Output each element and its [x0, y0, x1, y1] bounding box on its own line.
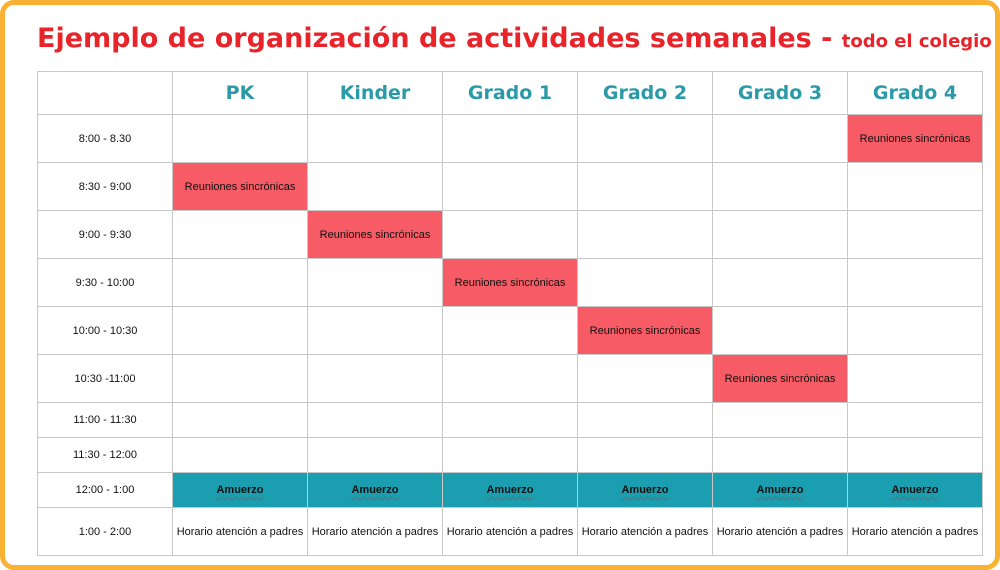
schedule-cell [578, 163, 713, 211]
parents-cell: Horario atención a padres [713, 508, 848, 556]
schedule-cell [443, 163, 578, 211]
lunch-cell [578, 473, 713, 508]
time-cell: 1:00 - 2:00 [38, 508, 173, 556]
schedule-cell [173, 307, 308, 355]
schedule-cell [308, 115, 443, 163]
parents-cell: Horario atención a padres [848, 508, 983, 556]
schedule-cell [848, 211, 983, 259]
schedule-cell [443, 307, 578, 355]
schedule-cell [713, 307, 848, 355]
schedule-cell [173, 115, 308, 163]
header-grado-3: Grado 3 [713, 72, 848, 115]
lunch-label: Amuerzo [756, 484, 804, 496]
meeting-cell-grado-4: Reuniones sincrónicas [848, 115, 983, 163]
schedule-cell [713, 211, 848, 259]
table-row [38, 211, 983, 259]
time-cell: 8:30 - 9:00 [38, 163, 173, 211]
time-cell: 10:30 -11:00 [38, 355, 173, 403]
meeting-cell-kinder: Reuniones sincrónicas [308, 211, 443, 259]
schedule-cell [578, 403, 713, 438]
lunch-label: Amuerzo [216, 484, 264, 496]
header-corner [38, 72, 173, 115]
table-row [38, 259, 983, 307]
parents-cell: Horario atención a padres [308, 508, 443, 556]
schedule-cell [308, 259, 443, 307]
table-row [38, 355, 983, 403]
parents-cell: Horario atención a padres [173, 508, 308, 556]
header-grado-2: Grado 2 [578, 72, 713, 115]
table-row [38, 163, 983, 211]
meeting-cell-grado-1: Reuniones sincrónicas [443, 259, 578, 307]
schedule-cell [308, 438, 443, 473]
table-row [38, 438, 983, 473]
schedule-cell [848, 355, 983, 403]
time-cell: 9:00 - 9:30 [38, 211, 173, 259]
schedule-cell [173, 259, 308, 307]
header-grado-4: Grado 4 [848, 72, 983, 115]
schedule-cell [173, 355, 308, 403]
schedule-cell [173, 438, 308, 473]
schedule-cell [443, 403, 578, 438]
schedule-cell [578, 438, 713, 473]
schedule-cell [308, 307, 443, 355]
schedule-cell [848, 438, 983, 473]
schedule-cell [308, 163, 443, 211]
lunch-label: Amuerzo [891, 484, 939, 496]
lunch-cell [443, 473, 578, 508]
schedule-cell [443, 211, 578, 259]
lunch-cell [713, 473, 848, 508]
time-cell: 10:00 - 10:30 [38, 307, 173, 355]
header-grado-1: Grado 1 [443, 72, 578, 115]
page-title [37, 23, 992, 54]
schedule-cell [713, 259, 848, 307]
schedule-cell [173, 211, 308, 259]
table-row [38, 473, 983, 508]
schedule-cell [578, 211, 713, 259]
schedule-cell [443, 355, 578, 403]
time-cell: 9:30 - 10:00 [38, 259, 173, 307]
meeting-cell-grado-2: Reuniones sincrónicas [578, 307, 713, 355]
schedule-cell [848, 259, 983, 307]
title-subtitle: todo el colegio [841, 31, 992, 52]
schedule-cell [578, 259, 713, 307]
schedule-table [37, 71, 983, 556]
table-row [38, 307, 983, 355]
header-row [38, 72, 983, 115]
lunch-cell [308, 473, 443, 508]
lunch-label: Amuerzo [351, 484, 399, 496]
schedule-cell [443, 438, 578, 473]
meeting-cell-pk: Reuniones sincrónicas [173, 163, 308, 211]
parents-cell: Horario atención a padres [578, 508, 713, 556]
schedule-cell [713, 403, 848, 438]
schedule-cell [713, 163, 848, 211]
schedule-cell [443, 115, 578, 163]
lunch-label: Amuerzo [621, 484, 669, 496]
meeting-cell-grado-3: Reuniones sincrónicas [713, 355, 848, 403]
table-row [38, 508, 983, 556]
title-main: Ejemplo de organización de actividades semanales - [37, 23, 842, 54]
header-pk: PK [173, 72, 308, 115]
schedule-cell [308, 355, 443, 403]
time-cell: 11:00 - 11:30 [38, 403, 173, 438]
lunch-cell [173, 473, 308, 508]
parents-cell: Horario atención a padres [443, 508, 578, 556]
table-row [38, 403, 983, 438]
schedule-cell [713, 115, 848, 163]
time-cell: 12:00 - 1:00 [38, 473, 173, 508]
time-cell: 8:00 - 8.30 [38, 115, 173, 163]
schedule-cell [848, 307, 983, 355]
schedule-cell [578, 115, 713, 163]
schedule-cell [848, 163, 983, 211]
schedule-cell [578, 355, 713, 403]
table-row [38, 115, 983, 163]
time-cell: 11:30 - 12:00 [38, 438, 173, 473]
header-kinder: Kinder [308, 72, 443, 115]
schedule-cell [848, 403, 983, 438]
lunch-cell [848, 473, 983, 508]
lunch-label: Amuerzo [486, 484, 534, 496]
schedule-cell [308, 403, 443, 438]
schedule-cell [713, 438, 848, 473]
schedule-cell [173, 403, 308, 438]
